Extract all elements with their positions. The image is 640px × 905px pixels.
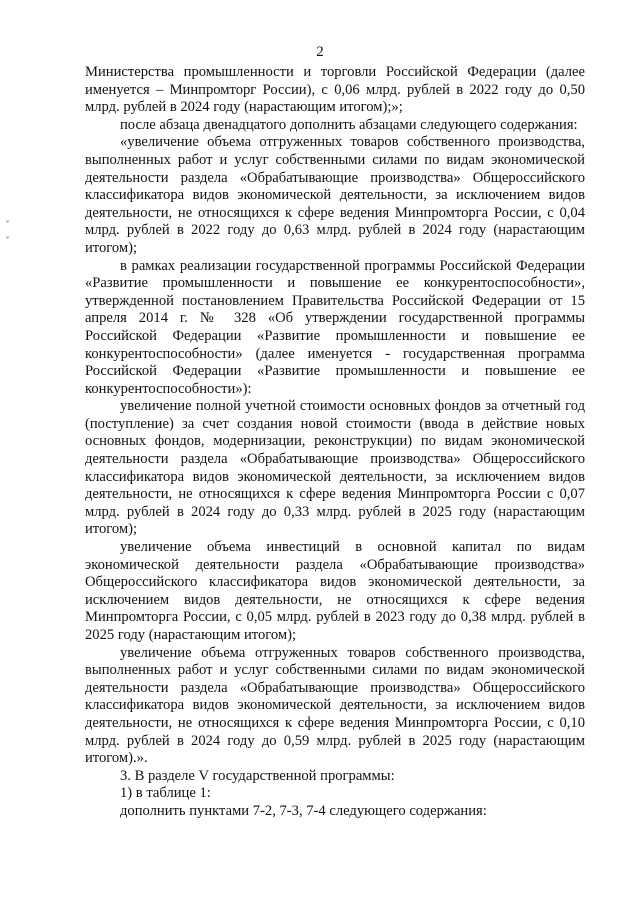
paragraph: 1) в таблице 1: bbox=[120, 785, 211, 802]
scan-mark bbox=[6, 220, 9, 223]
page-number: 2 bbox=[316, 44, 324, 60]
paragraph: дополнить пунктами 7-2, 7-3, 7-4 следующего содержания: bbox=[120, 802, 487, 819]
document-body bbox=[85, 64, 585, 821]
paragraph: увеличение полной учетной стоимости основных фондов за отчетный год (поступление) за счет создания новой стоимости (ввода в действие новых основных фондов, модернизации, реконструкции) по видам экономической деятельности раздела «Обрабатывающие производства» Общероссийского классификатора видов экономической деятельности, за исключением видов деятельности, не относящихся к сфере ведения Минпромторга России с 0,07 млрд. рублей в 2024 году до 0,33 млрд. рублей в 2025 году (нарастающим итогом); bbox=[85, 398, 585, 538]
paragraph: 3. В разделе V государственной программы: bbox=[120, 767, 395, 784]
paragraph: после абзаца двенадцатого дополнить абзацами следующего содержания: bbox=[120, 116, 578, 133]
paragraph: «увеличение объема отгруженных товаров собственного производства, выполненных работ и услуг собственными силами по видам экономической деятельности раздела «Обрабатывающие производства» Общероссийского классификатора видов экономической деятельности, за исключением видов деятельности, не относящихся к сфере ведения Минпромторга России, с 0,04 млрд. рублей в 2022 году до 0,63 млрд. рублей в 2024 году (нарастающим итогом); bbox=[85, 134, 585, 256]
paragraph: увеличение объема отгруженных товаров собственного производства, выполненных работ и услуг собственными силами по видам экономической деятельности раздела «Обрабатывающие производства» Общероссийского классификатора видов экономической деятельности, за исключением видов деятельности, не относящихся к сфере ведения Минпромторга России, с 0,10 млрд. рублей в 2024 году до 0,59 млрд. рублей в 2025 году (нарастающим итогом).». bbox=[85, 644, 585, 767]
paragraph: в рамках реализации государственной программы Российской Федерации «Развитие промышленности и повышение ее конкурентоспособности», утвержденной постановлением Правительства Российской Федерации от 15 апреля 2014 г. № 328 «Об утверждении государственной программы Российской Федерации «Развитие промышленности и повышение ее конкурентоспособности» (далее именуется - государственная программа Российской Федерации «Развитие промышленности и повышение ее конкурентоспособности»): bbox=[85, 257, 585, 397]
paragraph: увеличение объема инвестиций в основной капитал по видам экономической деятельности раздела «Обрабатывающие производства» Общероссийского классификатора видов экономической деятельности, за исключением видов деятельности, не относящихся к сфере ведения Минпромторга России, с 0,05 млрд. рублей в 2023 году до 0,38 млрд. рублей в 2025 году (нарастающим итогом); bbox=[85, 539, 585, 643]
paragraph: Министерства промышленности и торговли Российской Федерации (далее именуется – Минпромторг России), с 0,06 млрд. рублей в 2022 году до 0,50 млрд. рублей в 2024 году (нарастающим итогом);»; bbox=[85, 64, 585, 116]
scan-mark bbox=[6, 236, 9, 239]
